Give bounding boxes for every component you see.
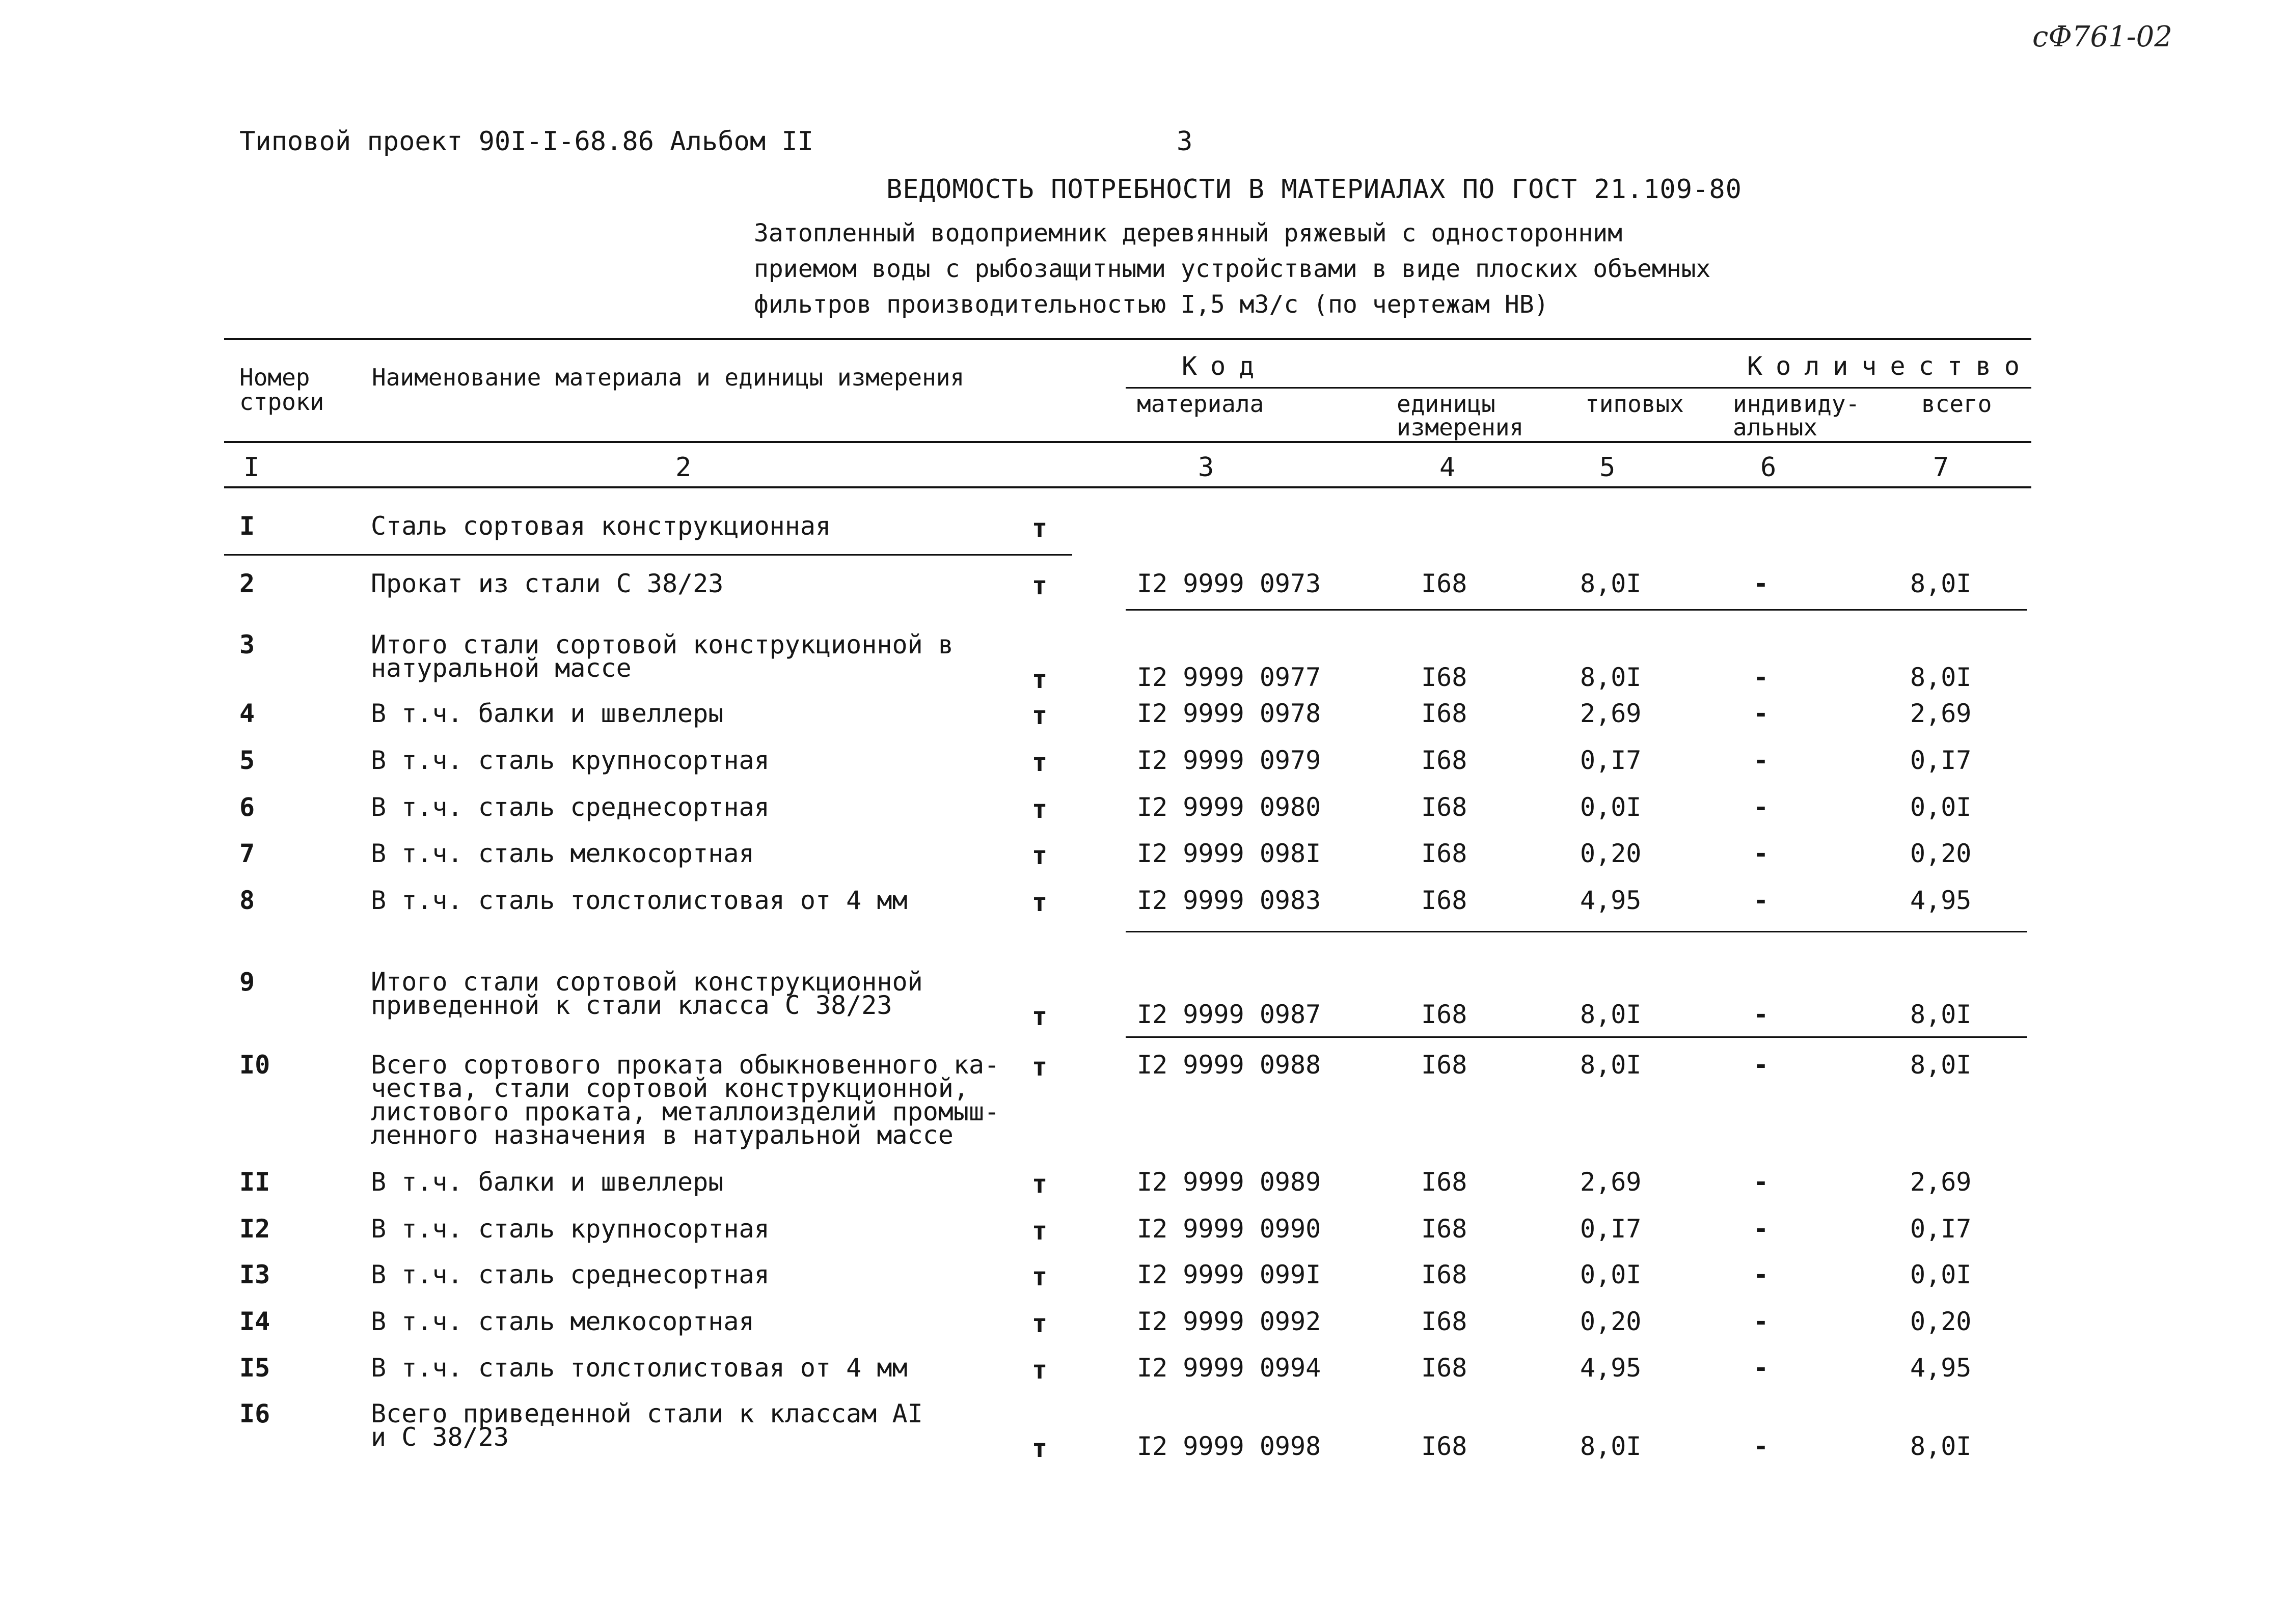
header-individual-1: индивиду- xyxy=(1733,390,1860,418)
row-typical-qty: 8,0I xyxy=(1580,569,1642,598)
row-typical-qty: 0,20 xyxy=(1580,839,1642,868)
row-name-line: В т.ч. сталь мелкосортная xyxy=(371,839,754,868)
row-unit: т xyxy=(1032,1169,1048,1199)
row-total-qty: 0,20 xyxy=(1910,839,1972,868)
row-measure-code: I68 xyxy=(1421,1214,1467,1244)
row-name-line: В т.ч. сталь крупносортная xyxy=(371,1214,770,1244)
row-measure-code: I68 xyxy=(1421,1307,1467,1336)
section-rule xyxy=(1126,931,2027,932)
row-number: 5 xyxy=(239,746,255,775)
row-unit: т xyxy=(1032,841,1048,870)
row-total-qty: 2,69 xyxy=(1910,1167,1972,1197)
row-name-line: Всего сортового проката обыкновенного ка- xyxy=(371,1050,1000,1080)
row-individual-qty: - xyxy=(1753,1000,1769,1029)
col-number-7: 7 xyxy=(1933,452,1949,483)
row-number: 6 xyxy=(239,792,255,822)
row-individual-qty: - xyxy=(1753,1353,1769,1383)
row-total-qty: 0,0I xyxy=(1910,1260,1972,1289)
row-number: I5 xyxy=(239,1353,270,1383)
row-unit: т xyxy=(1032,1216,1048,1246)
row-unit: т xyxy=(1032,1052,1048,1082)
header-individual-2: альных xyxy=(1733,414,1818,441)
row-material-code: I2 9999 0989 xyxy=(1137,1167,1321,1197)
row-name-line: В т.ч. сталь толстолистовая от 4 мм xyxy=(371,1353,908,1383)
row-total-qty: 4,95 xyxy=(1910,1353,1972,1383)
project-header: Типовой проект 90I-I-68.86 Альбом II xyxy=(239,126,814,157)
header-unit-measure-1: единицы xyxy=(1397,390,1495,418)
row-number: I3 xyxy=(239,1260,270,1289)
row-unit: т xyxy=(1032,571,1048,600)
row-unit: т xyxy=(1032,794,1048,824)
row-total-qty: 0,20 xyxy=(1910,1307,1972,1336)
row-total-qty: 8,0I xyxy=(1910,1050,1972,1080)
row-typical-qty: 4,95 xyxy=(1580,1353,1642,1383)
row-unit: т xyxy=(1032,748,1048,777)
row-measure-code: I68 xyxy=(1421,1000,1467,1029)
row-name-line: В т.ч. сталь среднесортная xyxy=(371,792,770,822)
row-typical-qty: 2,69 xyxy=(1580,699,1642,728)
row-unit: т xyxy=(1032,701,1048,730)
subtitle-line: фильтров производительностью I,5 м3/с (по чертежам НВ) xyxy=(754,290,1549,319)
row-name-line: натуральной массе xyxy=(371,653,632,683)
document-title: ВЕДОМОСТЬ ПОТРЕБНОСТИ В МАТЕРИАЛАХ ПО ГОСТ 21.109-80 xyxy=(886,174,1742,205)
subtitle-line: приемом воды с рыбозащитными устройствами в виде плоских объемных xyxy=(754,255,1711,283)
row-unit: т xyxy=(1032,888,1048,917)
row-typical-qty: 8,0I xyxy=(1580,1000,1642,1029)
row-individual-qty: - xyxy=(1753,569,1769,598)
row-material-code: I2 9999 098I xyxy=(1137,839,1321,868)
row-name-line: листового проката, металлоизделий промыш- xyxy=(371,1097,1000,1126)
row-unit: т xyxy=(1032,1309,1048,1338)
archive-stamp: сФ761-02 xyxy=(2032,20,2172,53)
row-name-line: Итого стали сортовой конструкционной xyxy=(371,967,923,997)
row-total-qty: 8,0I xyxy=(1910,663,1972,692)
row-unit: т xyxy=(1032,1002,1048,1031)
row-measure-code: I68 xyxy=(1421,746,1467,775)
row-material-code: I2 9999 0998 xyxy=(1137,1432,1321,1461)
row-typical-qty: 0,0I xyxy=(1580,792,1642,822)
row-unit: т xyxy=(1032,1434,1048,1463)
row-number: I6 xyxy=(239,1399,270,1428)
col-number-5: 5 xyxy=(1599,452,1616,483)
row-total-qty: 0,I7 xyxy=(1910,746,1972,775)
row-name-line: В т.ч. балки и швеллеры xyxy=(371,1167,724,1197)
row-individual-qty: - xyxy=(1753,1307,1769,1336)
row-name-line: Сталь сортовая конструкционная xyxy=(371,511,831,541)
row-individual-qty: - xyxy=(1753,792,1769,822)
row-measure-code: I68 xyxy=(1421,1353,1467,1383)
row-individual-qty: - xyxy=(1753,1167,1769,1197)
row-typical-qty: 8,0I xyxy=(1580,1050,1642,1080)
header-unit-measure-2: измерения xyxy=(1397,414,1524,441)
row-material-code: I2 9999 0987 xyxy=(1137,1000,1321,1029)
row-number: 9 xyxy=(239,967,255,997)
col-number-6: 6 xyxy=(1760,452,1777,483)
row-number: II xyxy=(239,1167,270,1197)
row-name-line: ленного назначения в натуральной массе xyxy=(371,1120,954,1150)
row-typical-qty: 0,20 xyxy=(1580,1307,1642,1336)
row-typical-qty: 4,95 xyxy=(1580,886,1642,915)
row-measure-code: I68 xyxy=(1421,886,1467,915)
row-material-code: I2 9999 0983 xyxy=(1137,886,1321,915)
row-individual-qty: - xyxy=(1753,839,1769,868)
row-material-code: I2 9999 0992 xyxy=(1137,1307,1321,1336)
row-name-line: Всего приведенной стали к классам AI xyxy=(371,1399,923,1428)
row-typical-qty: 0,I7 xyxy=(1580,746,1642,775)
row-individual-qty: - xyxy=(1753,886,1769,915)
row-measure-code: I68 xyxy=(1421,1050,1467,1080)
col-number-1: I xyxy=(243,452,260,483)
row-name-line: Итого стали сортовой конструкционной в xyxy=(371,630,954,659)
row-total-qty: 0,0I xyxy=(1910,792,1972,822)
row-number: 2 xyxy=(239,569,255,598)
header-total: всего xyxy=(1921,390,1992,418)
row-total-qty: 2,69 xyxy=(1910,699,1972,728)
header-row-no-2: строки xyxy=(239,388,324,416)
row-number: I xyxy=(239,511,255,541)
header-name: Наименование материала и единицы измерения xyxy=(372,364,965,391)
header-qty-group: Количество xyxy=(1747,351,2033,381)
row-measure-code: I68 xyxy=(1421,699,1467,728)
row-unit: т xyxy=(1032,665,1048,694)
row-material-code: I2 9999 0979 xyxy=(1137,746,1321,775)
row-number: 7 xyxy=(239,839,255,868)
row-name-line: В т.ч. сталь среднесортная xyxy=(371,1260,770,1289)
row-typical-qty: 8,0I xyxy=(1580,663,1642,692)
row-number: 3 xyxy=(239,630,255,659)
row-material-code: I2 9999 0988 xyxy=(1137,1050,1321,1080)
row-number: 8 xyxy=(239,886,255,915)
row-name-line: В т.ч. сталь крупносортная xyxy=(371,746,770,775)
row-unit: т xyxy=(1032,513,1048,543)
section-rule xyxy=(1126,609,2027,611)
row-unit: т xyxy=(1032,1355,1048,1385)
row-number: 4 xyxy=(239,699,255,728)
row-name-line: и С 38/23 xyxy=(371,1422,509,1452)
row-total-qty: 8,0I xyxy=(1910,569,1972,598)
col-number-4: 4 xyxy=(1439,452,1456,483)
row-material-code: I2 9999 0978 xyxy=(1137,699,1321,728)
row-total-qty: 8,0I xyxy=(1910,1000,1972,1029)
row-measure-code: I68 xyxy=(1421,839,1467,868)
header-material: материала xyxy=(1137,390,1264,418)
row-material-code: I2 9999 0980 xyxy=(1137,792,1321,822)
row-typical-qty: 2,69 xyxy=(1580,1167,1642,1197)
row-total-qty: 4,95 xyxy=(1910,886,1972,915)
row-individual-qty: - xyxy=(1753,663,1769,692)
row-unit: т xyxy=(1032,1262,1048,1291)
row-typical-qty: 8,0I xyxy=(1580,1432,1642,1461)
row-name-line: Прокат из стали С 38/23 xyxy=(371,569,724,598)
row-measure-code: I68 xyxy=(1421,792,1467,822)
subtitle-line: Затопленный водоприемник деревянный ряжевый с односторонним xyxy=(754,219,1623,247)
row-total-qty: 8,0I xyxy=(1910,1432,1972,1461)
row-name-line: чества, стали сортовой конструкционной, xyxy=(371,1074,969,1103)
row-name-line: приведенной к стали класса С 38/23 xyxy=(371,990,892,1020)
row-individual-qty: - xyxy=(1753,1432,1769,1461)
row-individual-qty: - xyxy=(1753,1260,1769,1289)
row-individual-qty: - xyxy=(1753,699,1769,728)
row-material-code: I2 9999 0973 xyxy=(1137,569,1321,598)
page-number: 3 xyxy=(1177,126,1193,157)
header-code-group: Код xyxy=(1182,351,1268,381)
row-number: I0 xyxy=(239,1050,270,1080)
column-numbers-rule xyxy=(224,486,2031,488)
row-number: I2 xyxy=(239,1214,270,1244)
row-name-line: В т.ч. балки и швеллеры xyxy=(371,699,724,728)
row-number: I4 xyxy=(239,1307,270,1336)
row-name-line: В т.ч. сталь толстолистовая от 4 мм xyxy=(371,886,908,915)
col-number-2: 2 xyxy=(675,452,692,483)
header-row-no-1: Номер xyxy=(239,364,310,391)
row-measure-code: I68 xyxy=(1421,663,1467,692)
row-total-qty: 0,I7 xyxy=(1910,1214,1972,1244)
header-bottom-rule xyxy=(224,441,2031,443)
table-top-rule xyxy=(224,338,2031,340)
row-material-code: I2 9999 099I xyxy=(1137,1260,1321,1289)
row-individual-qty: - xyxy=(1753,1214,1769,1244)
row-typical-qty: 0,I7 xyxy=(1580,1214,1642,1244)
row-material-code: I2 9999 0977 xyxy=(1137,663,1321,692)
header-typical: типовых xyxy=(1585,390,1684,418)
row-individual-qty: - xyxy=(1753,746,1769,775)
col-number-3: 3 xyxy=(1198,452,1214,483)
row-measure-code: I68 xyxy=(1421,569,1467,598)
row-measure-code: I68 xyxy=(1421,1260,1467,1289)
header-subgroup-rule xyxy=(1126,387,2031,389)
section-rule xyxy=(1126,1036,2027,1038)
row-material-code: I2 9999 0994 xyxy=(1137,1353,1321,1383)
row-material-code: I2 9999 0990 xyxy=(1137,1214,1321,1244)
row-name-line: В т.ч. сталь мелкосортная xyxy=(371,1307,754,1336)
row-measure-code: I68 xyxy=(1421,1432,1467,1461)
row-typical-qty: 0,0I xyxy=(1580,1260,1642,1289)
section-rule xyxy=(224,554,1072,556)
row-measure-code: I68 xyxy=(1421,1167,1467,1197)
row-individual-qty: - xyxy=(1753,1050,1769,1080)
